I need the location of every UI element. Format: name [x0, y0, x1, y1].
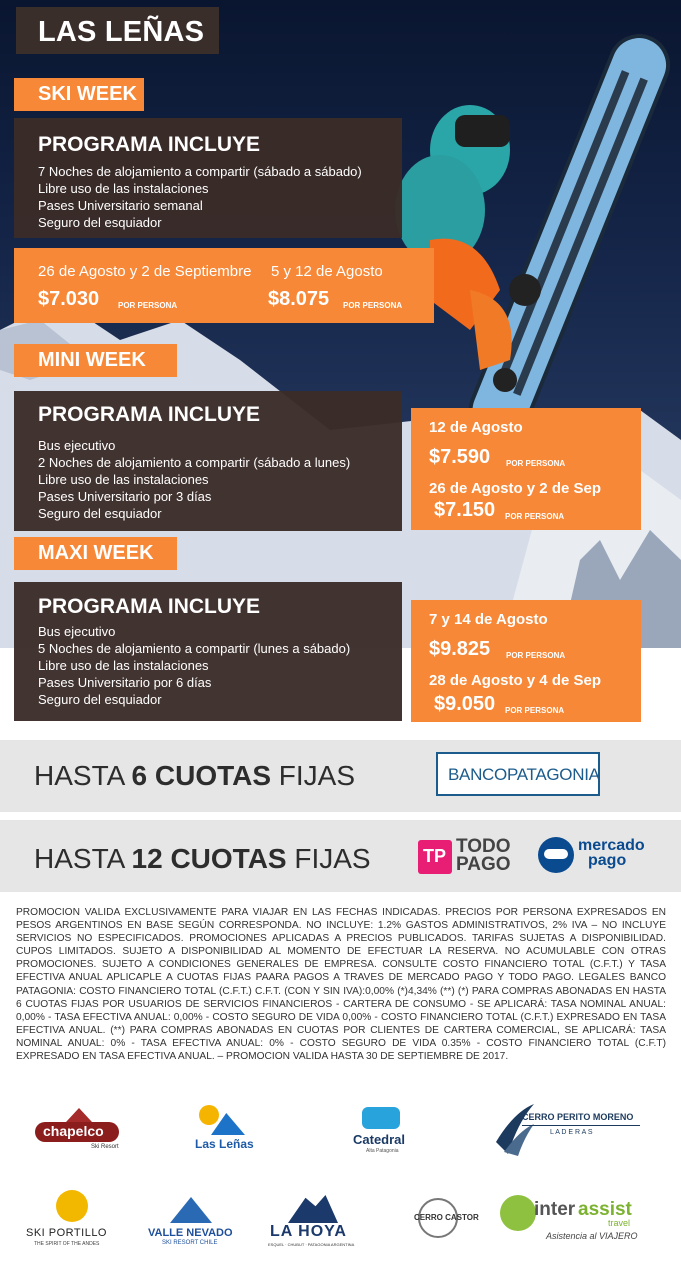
price-per-person: POR PERSONA	[118, 301, 178, 310]
program-item: Pases Universitario por 6 días	[38, 675, 212, 690]
la-hoya-logo-text: LA HOYA	[270, 1223, 347, 1240]
price-dates: 28 de Agosto y 4 de Sep	[429, 672, 601, 689]
sun-icon	[56, 1190, 88, 1222]
price-per-person: POR PERSONA	[505, 706, 565, 715]
las-lenas-logo	[193, 1105, 253, 1155]
cerro-perito-moreno-logo-text: CERRO PERITO MORENO	[522, 1112, 634, 1122]
maxi-week-prices	[411, 600, 641, 722]
banco-patagonia-logo-text: BANCOPATAGONIA	[448, 765, 600, 784]
price-value: $9.050	[434, 693, 496, 715]
program-item: 2 Noches de alojamiento a compartir (sábado a lunes)	[38, 455, 351, 470]
catedral-logo: Catedral Alta Patagonia	[352, 1107, 412, 1155]
price-dates: 26 de Agosto y 2 de Sep	[429, 480, 601, 497]
program-item: Pases Universitario semanal	[38, 198, 203, 213]
ski-week-prices	[14, 248, 434, 323]
price-value: $7.030	[38, 288, 100, 310]
tag-ski-week-label: SKI WEEK	[38, 83, 137, 105]
maxi-week-program	[14, 582, 402, 721]
price-dates: 5 y 12 de Agosto	[271, 263, 383, 280]
todopago-logo-text: TODO PAGO	[456, 836, 511, 875]
mountain-icon	[362, 1107, 400, 1129]
catedral-logo-text: Catedral	[353, 1132, 406, 1147]
tag-mini-week	[14, 344, 177, 377]
legal-disclaimer: PROMOCION VALIDA EXCLUSIVAMENTE PARA VIAJAR EN LAS FECHAS INDICADAS. PRECIOS POR PERSONA EXPRESADOS EN PESOS ARGENTINOS EN BASE SEGÚN CORRESPONDA. NO INCLUYE: 1.2% GASTOS ADMINISTRATIVOS, 2% IVA – NO INCLUYE SERVICIOS NO ESPECIFICADOS. PROMOCIONES APLICADAS A PRECIOS PUBLICADOS. TARIFAS SUJETAS A DISPONIBILIDAD. CUPOS LIMITADOS. SUJETO A DISPONIBILIDAD AL MOMENTO DE EFECTUAR LA RESERVA. NO ACUMULABLE CON OTRAS PROMOCIONES. SUJETO A CONDICIONES GENERALES DE EMPRESA. CONSULTE COSTO FINANCIERO TOTAL (C.F.T.) Y TASA EFECTIVA ANUAL APLICAPLE A CUOTAS FIJAS PAARA PAGOS A TRAVES DE MERCADO PAGO Y TODO PAGO. LEGALES BANCO PATAGONIA: COSTO FINANCIERO TOTAL (C.F.T.) C.F.T. (CON Y SIN IVA):0,00% (*)4,34% (**) (*) PARA COMPRAS ABONADAS EN HASTA 6 CUOTAS FIJAS POR USUARIOS DE SERVICIOS FINANCIEROS - CARTERA DE CONSUMO - SE APLICARÁ: TASA NOMINAL ANUAL: 0,00% - TASA EFECTIVA ANUAL: 0,00% - COSTO SEGURO DE VIDA 0,00% - COSTO FINANCIERO TOTAL (C.F.T.) EXPRESADO EN TASA EFECTIVA ANUAL. (**) PARA COMPRAS ABONADAS EN CUOTAS POR CLIENTES DE CARTERA COMERCIAL, SE APLICARÁ: TASA NOMINAL ANUAL: 0% - TASA EFECTIVA ANUAL: 0% - COSTO SEGURO DE VIDA 0.35% - COSTO FINANCIERO TOTAL (C.F.T) EXPRESADO EN TASA EFECTIVA ANUAL. – PROMOCION VALIDA HASTA 30 DE SEPTIEMBRE DE 2017.	[16, 907, 666, 1063]
price-value: $8.075	[268, 288, 330, 310]
price-per-person: POR PERSONA	[506, 651, 566, 660]
program-heading: PROGRAMA INCLUYE	[38, 595, 261, 618]
mercadopago-logo-text: mercado pago	[578, 837, 645, 869]
price-value: $9.825	[429, 638, 491, 660]
valle-nevado-logo: VALLE NEVADO SKI RESORT CHILE	[146, 1195, 236, 1250]
program-item: Seguro del esquiador	[38, 506, 162, 521]
chapelco-logo: chapelco Ski Resort	[33, 1108, 123, 1153]
interassist-logo: inter assist travel Asistencia al VIAJERO	[500, 1193, 645, 1248]
valle-nevado-logo-text: VALLE NEVADO	[148, 1227, 233, 1239]
program-item: Libre uso de las instalaciones	[38, 181, 209, 196]
las-lenas-logo-text: Las Leñas	[195, 1137, 254, 1151]
program-item: Bus ejecutivo	[38, 438, 116, 453]
mercadopago-icon	[538, 837, 574, 873]
program-heading: PROGRAMA INCLUYE	[38, 403, 261, 426]
mountain-icon	[288, 1195, 338, 1223]
ski-portillo-logo-text: SKI PORTILLO	[26, 1227, 107, 1239]
mountain-icon	[170, 1197, 212, 1223]
ski-portillo-logo: SKI PORTILLO THE SPIRIT OF THE ANDES	[22, 1190, 122, 1250]
tag-maxi-week-label: MAXI WEEK	[38, 542, 154, 564]
program-item: 7 Noches de alojamiento a compartir (sábado a sábado)	[38, 164, 362, 179]
price-per-person: POR PERSONA	[505, 512, 565, 521]
program-item: Libre uso de las instalaciones	[38, 658, 209, 673]
la-hoya-logo: LA HOYA ESQUEL · CHUBUT · PATAGONIA ARGENTINA	[268, 1195, 358, 1250]
interassist-logo-text: inter	[534, 1199, 576, 1220]
price-per-person: POR PERSONA	[343, 301, 403, 310]
program-item: Bus ejecutivo	[38, 624, 116, 639]
program-item: 5 Noches de alojamiento a compartir (lunes a sábado)	[38, 641, 351, 656]
cerro-castor-logo-text: CERRO CASTOR	[414, 1213, 479, 1222]
mountain-icon	[66, 1108, 92, 1122]
todopago-icon: TP	[418, 840, 452, 874]
mini-week-prices	[411, 408, 641, 530]
price-dates: 26 de Agosto y 2 de Septiembre	[38, 263, 252, 280]
tag-maxi-week	[14, 537, 177, 570]
price-dates: 12 de Agosto	[429, 419, 523, 436]
price-value: $7.150	[434, 499, 496, 521]
cerro-castor-logo	[398, 1198, 478, 1248]
program-item: Seguro del esquiador	[38, 215, 162, 230]
mini-week-program	[14, 391, 402, 531]
financing-band-12	[0, 820, 681, 892]
tag-mini-week-label: MINI WEEK	[38, 349, 146, 371]
sun-icon	[199, 1105, 219, 1125]
destination-title-text: LAS LEÑAS	[38, 16, 205, 48]
program-item: Seguro del esquiador	[38, 692, 162, 707]
globe-icon	[500, 1195, 536, 1231]
chapelco-logo-text: chapelco	[43, 1123, 104, 1139]
program-item: Libre uso de las instalaciones	[38, 472, 209, 487]
price-per-person: POR PERSONA	[506, 459, 566, 468]
cerro-perito-moreno-logo: CERRO PERITO MORENO L A D E R A S	[494, 1102, 644, 1158]
financing-band-6	[0, 740, 681, 812]
ski-week-program	[14, 118, 402, 238]
program-item: Pases Universitario por 3 días	[38, 489, 212, 504]
program-heading: PROGRAMA INCLUYE	[38, 133, 261, 156]
financing-text: HASTA 6 CUOTAS FIJAS	[34, 760, 356, 791]
price-dates: 7 y 14 de Agosto	[429, 611, 548, 628]
price-value: $7.590	[429, 446, 491, 468]
tag-ski-week	[14, 78, 144, 111]
destination-title	[16, 7, 219, 54]
banco-patagonia-logo	[436, 752, 600, 796]
financing-text: HASTA 12 CUOTAS FIJAS	[34, 843, 371, 874]
swoosh-icon	[494, 1102, 534, 1158]
